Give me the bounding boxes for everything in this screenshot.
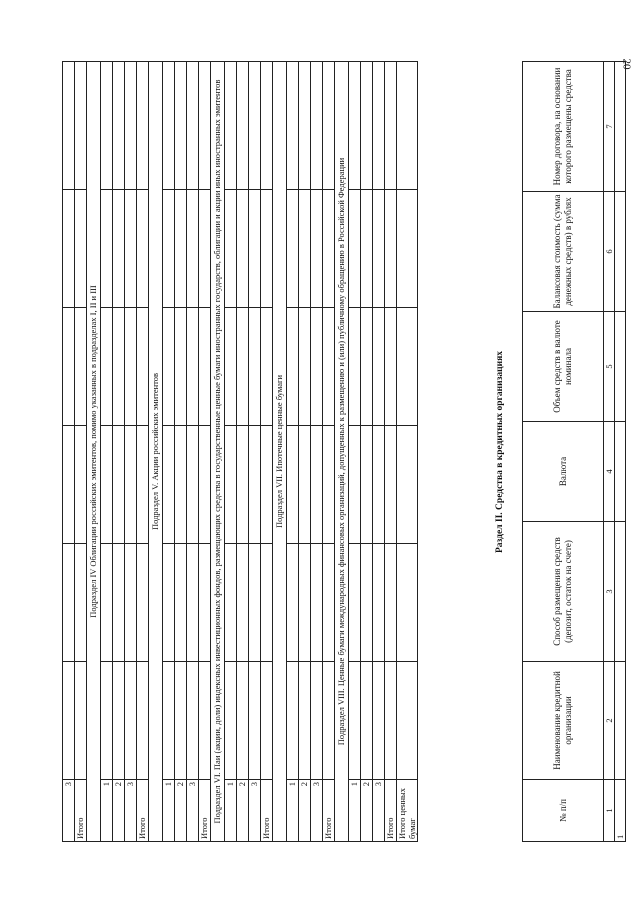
table-cell xyxy=(373,426,385,544)
table-cell xyxy=(323,62,335,190)
table-cell xyxy=(237,62,249,190)
table-cell xyxy=(175,190,187,308)
table-cell xyxy=(249,190,261,308)
table-cell xyxy=(249,544,261,662)
table-cell xyxy=(349,62,361,190)
total-row xyxy=(385,62,397,842)
table-row xyxy=(113,62,125,842)
table-cell xyxy=(137,662,149,780)
table-cell xyxy=(163,190,175,308)
table-cell xyxy=(361,662,373,780)
table-cell xyxy=(615,662,626,780)
table-cell xyxy=(75,62,87,190)
table-cell xyxy=(249,662,261,780)
total-row xyxy=(199,62,211,842)
table-row xyxy=(225,62,237,842)
table-cell xyxy=(225,426,237,544)
table-cell xyxy=(385,662,397,780)
row-number: 1 xyxy=(225,780,237,842)
table-cell xyxy=(615,312,626,422)
table-cell xyxy=(225,190,237,308)
table-cell xyxy=(311,662,323,780)
table-cell xyxy=(175,662,187,780)
table-cell xyxy=(225,62,237,190)
table-cell xyxy=(397,308,418,426)
table-cell xyxy=(287,308,299,426)
table-cell xyxy=(125,426,137,544)
table-cell xyxy=(373,662,385,780)
table-cell xyxy=(361,426,373,544)
total-row xyxy=(397,62,418,842)
row-number: 2 xyxy=(113,780,125,842)
table-cell xyxy=(237,662,249,780)
table-cell xyxy=(397,190,418,308)
table-cell xyxy=(249,308,261,426)
table-cell xyxy=(163,662,175,780)
table-row xyxy=(373,62,385,842)
table-cell xyxy=(237,308,249,426)
table-cell xyxy=(373,190,385,308)
table-cell xyxy=(113,662,125,780)
table-row xyxy=(175,62,187,842)
page-number: 20 xyxy=(620,58,633,70)
row-number: 1 xyxy=(287,780,299,842)
table-cell xyxy=(63,190,75,308)
section-2-title: Раздел II. Средства в кредитных организациях xyxy=(495,351,505,554)
table-cell xyxy=(323,426,335,544)
table-cell xyxy=(249,426,261,544)
table-cell xyxy=(163,308,175,426)
table-cell xyxy=(349,308,361,426)
table-cell xyxy=(615,522,626,662)
table-cell xyxy=(311,308,323,426)
table-cell: 7 xyxy=(604,62,615,192)
table-row xyxy=(311,62,323,842)
row-number: 3 xyxy=(125,780,137,842)
table-cell xyxy=(163,544,175,662)
table-cell xyxy=(113,544,125,662)
table-cell xyxy=(187,62,199,190)
total-label: Итого xyxy=(137,780,149,842)
row-number: 3 xyxy=(373,780,385,842)
table-row xyxy=(287,62,299,842)
table-cell xyxy=(113,308,125,426)
subsection-row xyxy=(211,62,225,842)
table-cell xyxy=(63,62,75,190)
table-cell xyxy=(199,190,211,308)
row-number: 2 xyxy=(361,780,373,842)
table-row xyxy=(615,62,626,842)
table-cell xyxy=(311,190,323,308)
row-number: 1 xyxy=(163,780,175,842)
table-cell xyxy=(287,426,299,544)
total-label: Итого xyxy=(323,780,335,842)
table-cell xyxy=(323,190,335,308)
table-cell: 5 xyxy=(604,312,615,422)
table-cell xyxy=(199,426,211,544)
table-cell xyxy=(75,190,87,308)
table-cell xyxy=(225,662,237,780)
table-cell xyxy=(261,426,273,544)
table-cell xyxy=(299,662,311,780)
subsection-heading: Подраздел V. Акции российских эмитентов xyxy=(149,62,163,842)
table-cell xyxy=(101,190,113,308)
table-cell xyxy=(373,544,385,662)
table-cell xyxy=(137,62,149,190)
table-cell xyxy=(261,662,273,780)
table-cell xyxy=(311,544,323,662)
table-cell xyxy=(187,190,199,308)
table-cell xyxy=(287,62,299,190)
table-cell xyxy=(187,426,199,544)
table-cell xyxy=(225,308,237,426)
table-cell xyxy=(63,426,75,544)
subsection-heading: Подраздел VI. Паи (акции, доли) индексных инвестиционных фондов, размещающих средства в государственные ценные бумаги иностранных государств, облигации и акции иных иностранных эмитентов xyxy=(211,62,225,842)
table-cell xyxy=(113,190,125,308)
table-cell xyxy=(187,662,199,780)
subsection-heading: Подраздел VII. Ипотечные ценные бумаги xyxy=(273,62,287,842)
table-cell: 1 xyxy=(615,780,626,842)
subsection-row xyxy=(273,62,287,842)
table-cell xyxy=(349,190,361,308)
securities-table xyxy=(62,61,418,842)
table-cell xyxy=(349,544,361,662)
table-cell xyxy=(299,190,311,308)
total-row xyxy=(75,62,87,842)
total-label: Итого ценных бумаг xyxy=(397,780,418,842)
header-contract-number: Номер договора, на основании которого размещены средства xyxy=(523,62,604,192)
table-cell xyxy=(237,544,249,662)
subsection-row xyxy=(149,62,163,842)
header-book-value: Балансовая стоимость (сумма денежных средств) в рублях xyxy=(523,192,604,312)
table-cell: 3 xyxy=(604,522,615,662)
table-cell xyxy=(385,62,397,190)
table-cell xyxy=(323,308,335,426)
table-cell xyxy=(137,190,149,308)
table-row xyxy=(163,62,175,842)
table-cell xyxy=(137,544,149,662)
table-cell xyxy=(299,426,311,544)
row-number: 2 xyxy=(237,780,249,842)
table-cell xyxy=(361,544,373,662)
table-cell xyxy=(163,62,175,190)
table-cell xyxy=(199,662,211,780)
table-cell xyxy=(287,544,299,662)
table-cell xyxy=(101,308,113,426)
table-cell xyxy=(113,62,125,190)
table-cell xyxy=(261,62,273,190)
row-number: 3 xyxy=(311,780,323,842)
table-row xyxy=(299,62,311,842)
row-number: 3 xyxy=(187,780,199,842)
table-cell xyxy=(311,426,323,544)
row-number: 3 xyxy=(249,780,261,842)
subsection-heading: Подраздел VIII. Ценные бумаги международных финансовых организаций, допущенных к размещению и (или) публичному обращению в Российской Федерации xyxy=(335,62,349,842)
table-cell xyxy=(349,426,361,544)
total-label: Итого xyxy=(75,780,87,842)
table-cell xyxy=(137,426,149,544)
header-placement-method: Способ размещения средств (депозит, остаток на счете) xyxy=(523,522,604,662)
total-label: Итого xyxy=(385,780,397,842)
column-number-row xyxy=(604,62,615,842)
table-row xyxy=(237,62,249,842)
table-cell xyxy=(225,544,237,662)
table-cell xyxy=(125,662,137,780)
row-number: 1 xyxy=(101,780,113,842)
table-cell xyxy=(373,308,385,426)
table-cell xyxy=(287,662,299,780)
table-cell xyxy=(249,62,261,190)
table-cell xyxy=(361,190,373,308)
table-cell xyxy=(397,426,418,544)
table-cell xyxy=(125,544,137,662)
table-cell: 1 xyxy=(604,780,615,842)
table-cell xyxy=(385,544,397,662)
row-number: 2 xyxy=(299,780,311,842)
table-cell xyxy=(163,426,175,544)
row-number: 3 xyxy=(63,780,75,842)
table-row xyxy=(249,62,261,842)
table-cell xyxy=(125,308,137,426)
table-cell xyxy=(349,662,361,780)
table-cell xyxy=(101,662,113,780)
table-cell xyxy=(63,662,75,780)
table-cell xyxy=(397,544,418,662)
table-cell xyxy=(615,192,626,312)
table-cell xyxy=(261,544,273,662)
table-cell xyxy=(299,62,311,190)
header-org-name: Наименование кредитной организации xyxy=(523,662,604,780)
table-row xyxy=(101,62,113,842)
table-cell xyxy=(63,544,75,662)
table-cell xyxy=(187,308,199,426)
table-cell xyxy=(237,190,249,308)
table-cell xyxy=(75,308,87,426)
header-row-number: № п/п xyxy=(523,780,604,842)
table-cell xyxy=(615,62,626,192)
table-cell xyxy=(361,62,373,190)
header-amount-nominal: Объем средств в валюте номинала xyxy=(523,312,604,422)
table-cell xyxy=(299,544,311,662)
table-cell xyxy=(237,426,249,544)
table-cell xyxy=(63,308,75,426)
row-number: 1 xyxy=(349,780,361,842)
table-cell xyxy=(175,308,187,426)
table-cell xyxy=(101,544,113,662)
table-cell xyxy=(101,62,113,190)
table-cell xyxy=(113,426,125,544)
total-label: Итого xyxy=(261,780,273,842)
table-cell xyxy=(397,662,418,780)
table-cell xyxy=(261,308,273,426)
table-row xyxy=(349,62,361,842)
table-cell xyxy=(615,422,626,522)
table-cell xyxy=(385,190,397,308)
table-cell: 2 xyxy=(604,662,615,780)
table-cell xyxy=(361,308,373,426)
table-cell xyxy=(261,190,273,308)
subsection-row xyxy=(335,62,349,842)
table-cell xyxy=(75,662,87,780)
row-number: 2 xyxy=(175,780,187,842)
table-cell xyxy=(199,544,211,662)
table-cell xyxy=(125,62,137,190)
table-cell xyxy=(75,426,87,544)
total-row xyxy=(261,62,273,842)
rotated-page-content xyxy=(62,62,625,842)
table-cell xyxy=(101,426,113,544)
table-cell xyxy=(125,190,137,308)
table-cell xyxy=(397,62,418,190)
table-cell xyxy=(187,544,199,662)
table-cell xyxy=(175,544,187,662)
table-row xyxy=(125,62,137,842)
table-cell xyxy=(287,190,299,308)
table-cell xyxy=(373,62,385,190)
total-label: Итого xyxy=(199,780,211,842)
credit-org-table xyxy=(522,61,626,842)
table-cell xyxy=(299,308,311,426)
header-currency: Валюта xyxy=(523,422,604,522)
table-row xyxy=(63,62,75,842)
table-cell xyxy=(385,426,397,544)
table-cell xyxy=(75,544,87,662)
subsection-heading: Подраздел IV Облигации российских эмитентов, помимо указанных в подразделах I, II и III xyxy=(87,62,101,842)
table-cell xyxy=(385,308,397,426)
table-cell xyxy=(199,308,211,426)
subsection-row xyxy=(87,62,101,842)
table-cell: 4 xyxy=(604,422,615,522)
table-cell xyxy=(311,62,323,190)
table-cell xyxy=(323,662,335,780)
table-cell xyxy=(175,426,187,544)
table-row xyxy=(361,62,373,842)
total-row xyxy=(323,62,335,842)
table-cell: 6 xyxy=(604,192,615,312)
table-cell xyxy=(199,62,211,190)
table-cell xyxy=(323,544,335,662)
table-cell xyxy=(137,308,149,426)
table-row xyxy=(187,62,199,842)
table-cell xyxy=(175,62,187,190)
total-row xyxy=(137,62,149,842)
